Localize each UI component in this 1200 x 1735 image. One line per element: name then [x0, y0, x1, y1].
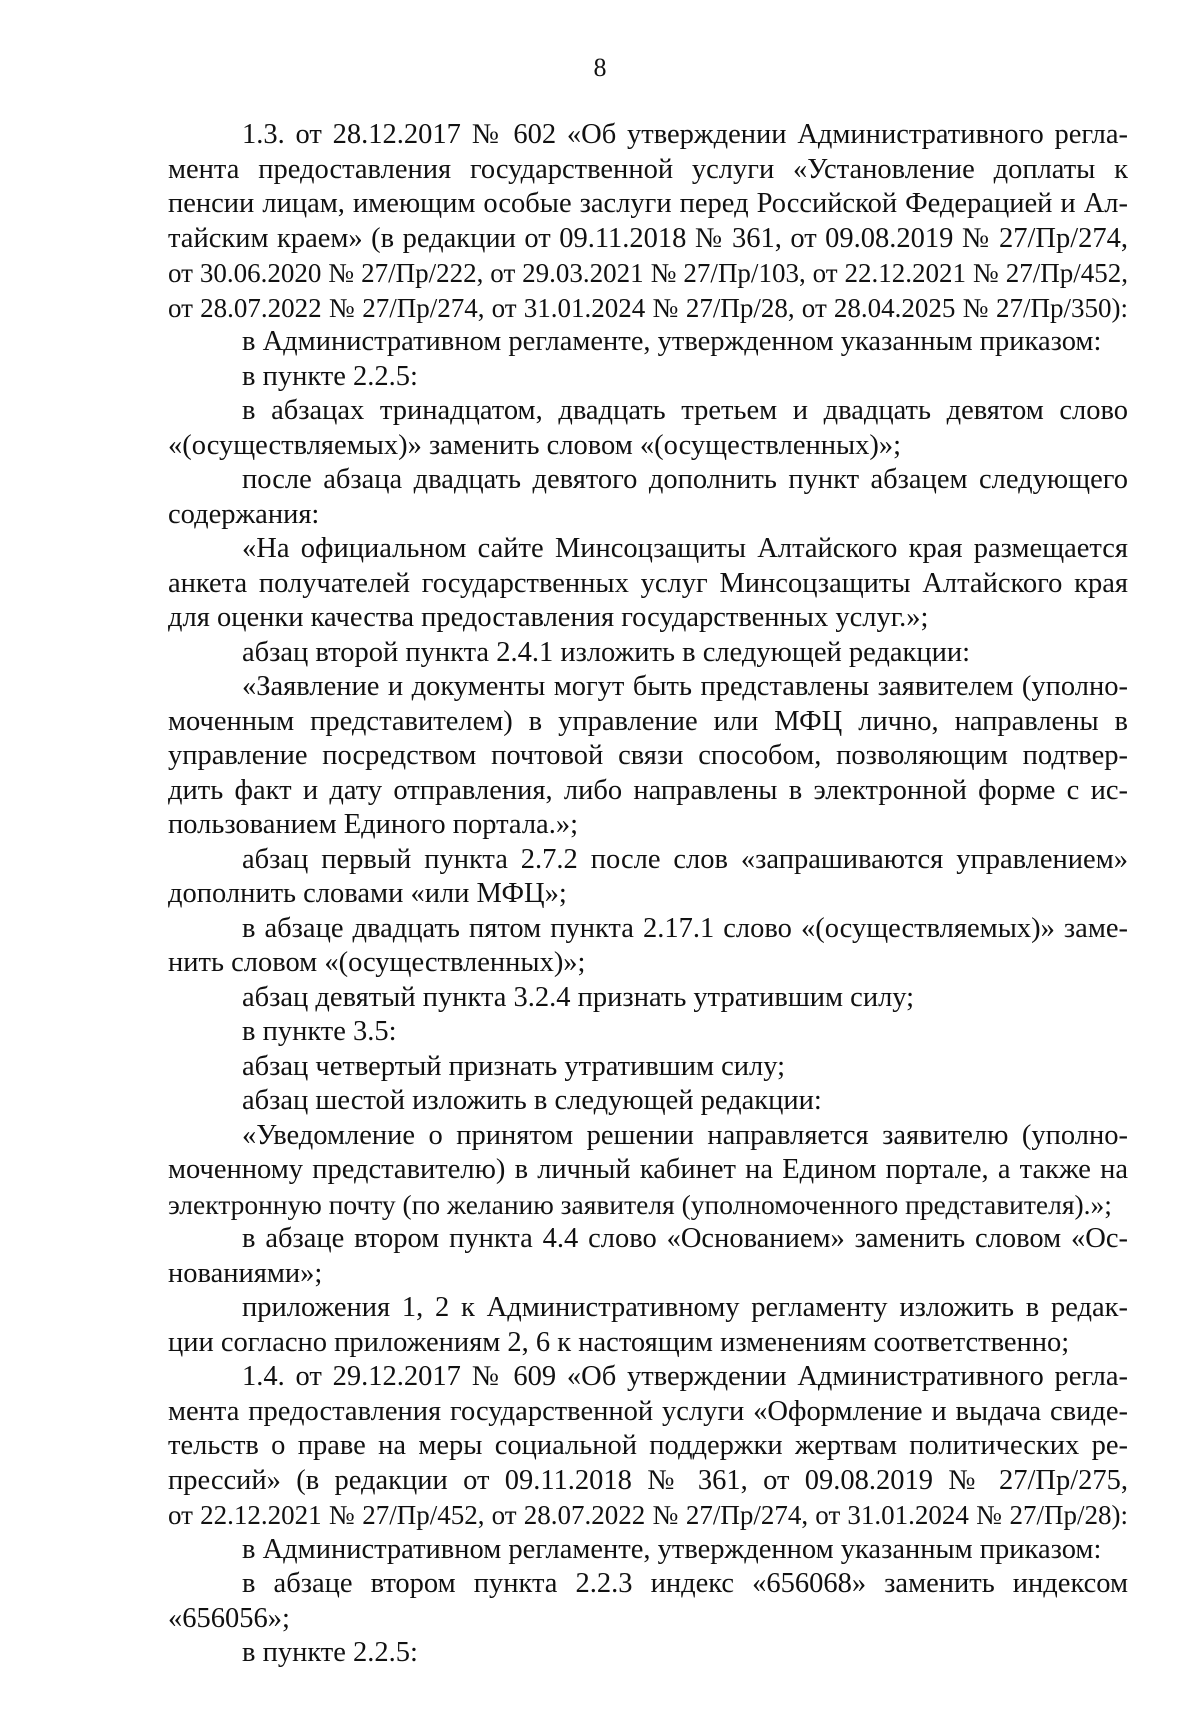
- text-line: моченному представителю) в личный кабинет на Едином портале, а также на: [168, 1154, 1128, 1185]
- text-line: дить факт и дату отправления, либо направлены в электронной форме с ис-: [168, 774, 1128, 806]
- text-line: от 28.07.2022 № 27/Пр/274, от 31.01.2024 № 27/Пр/28, от 28.04.2025 № 27/Пр/350):: [168, 292, 1128, 323]
- text-line: «На официальном сайте Минсоцзащиты Алтайского края размещается: [242, 533, 1128, 564]
- text-line: анкета получателей государственных услуг Минсоцзащиты Алтайского края: [168, 567, 1128, 599]
- text-line: пользованием Единого портала.»;: [168, 809, 578, 840]
- text-line: тельств о праве на меры социальной поддержки жертвам политических ре-: [168, 1430, 1128, 1461]
- text-line: пенсии лицам, имеющим особые заслуги перед Российской Федерацией и Ал-: [168, 188, 1128, 219]
- text-line: в Административном регламенте, утвержденном указанным приказом:: [242, 326, 1102, 357]
- document-body: [168, 118, 1128, 1671]
- text-line: от 22.12.2021 № 27/Пр/452, от 28.07.2022 № 27/Пр/274, от 31.01.2024 № 27/Пр/28):: [168, 1500, 1128, 1530]
- text-line: в пункте 2.2.5:: [242, 360, 418, 392]
- text-line: 1.3. от 28.12.2017 № 602 «Об утверждении Административного регла-: [242, 119, 1128, 150]
- text-line: в абзаце втором пункта 4.4 слово «Основанием» заменить словом «Ос-: [242, 1223, 1128, 1254]
- text-line: от 30.06.2020 № 27/Пр/222, от 29.03.2021 № 27/Пр/103, от 22.12.2021 № 27/Пр/452,: [168, 258, 1128, 288]
- text-line: моченным представителем) в управление или МФЦ лично, направлены в: [168, 705, 1128, 737]
- text-line: «Заявление и документы могут быть представлены заявителем (уполно-: [242, 671, 1128, 702]
- text-line: прессий» (в редакции от 09.11.2018 № 361, от 09.08.2019 № 27/Пр/275,: [168, 1464, 1128, 1496]
- text-line: 1.4. от 29.12.2017 № 609 «Об утверждении Административного регла-: [242, 1361, 1128, 1392]
- text-line: в пункте 3.5:: [242, 1016, 397, 1047]
- page-number: 8: [593, 53, 607, 82]
- text-line: дополнить словами «или МФЦ»;: [168, 878, 567, 909]
- text-line: абзац первый пункта 2.7.2 после слов «запрашиваются управлением»: [242, 843, 1128, 875]
- text-line: приложения 1, 2 к Административному регламенту изложить в редак-: [242, 1292, 1128, 1323]
- text-line: мента предоставления государственной услуги «Установление доплаты к: [168, 153, 1128, 185]
- text-line: «(осуществляемых)» заменить словом «(осуществленных)»;: [168, 429, 902, 461]
- text-line: в абзаце втором пункта 2.2.3 индекс «656068» заменить индексом: [242, 1568, 1128, 1599]
- text-line: после абзаца двадцать девятого дополнить пункт абзацем следующего: [242, 464, 1128, 495]
- text-line: абзац шестой изложить в следующей редакции:: [242, 1085, 822, 1116]
- text-line: в абзацах тринадцатом, двадцать третьем и двадцать девятом слово: [242, 395, 1128, 426]
- text-line: в абзаце двадцать пятом пункта 2.17.1 слово «(осуществляемых)» заме-: [242, 912, 1128, 944]
- text-line: в пункте 2.2.5:: [242, 1637, 418, 1668]
- text-line: нованиями»;: [168, 1257, 323, 1289]
- text-line: электронную почту (по желанию заявителя (уполномоченного представителя).»;: [168, 1188, 1112, 1220]
- text-line: абзац девятый пункта 3.2.4 признать утратившим силу;: [242, 981, 915, 1013]
- text-line: абзац второй пункта 2.4.1 изложить в следующей редакции:: [242, 636, 971, 668]
- text-line: управление посредством почтовой связи способом, позволяющим подтвер-: [168, 740, 1128, 771]
- text-line: «Уведомление о принятом решении направляется заявителю (уполно-: [242, 1119, 1128, 1151]
- text-line: мента предоставления государственной услуги «Оформление и выдача свиде-: [168, 1395, 1128, 1427]
- text-line: нить словом «(осуществленных)»;: [168, 947, 586, 978]
- text-line: для оценки качества предоставления государственных услуг.»;: [168, 602, 929, 633]
- text-line: «656056»;: [168, 1602, 290, 1634]
- text-line: абзац четвертый признать утратившим силу;: [242, 1050, 786, 1082]
- text-line: в Административном регламенте, утвержденном указанным приказом:: [242, 1533, 1102, 1565]
- text-line: тайским краем» (в редакции от 09.11.2018 № 361, от 09.08.2019 № 27/Пр/274,: [168, 222, 1128, 254]
- text-line: ции согласно приложениям 2, 6 к настоящим изменениям соответственно;: [168, 1326, 1070, 1358]
- text-line: содержания:: [168, 498, 320, 530]
